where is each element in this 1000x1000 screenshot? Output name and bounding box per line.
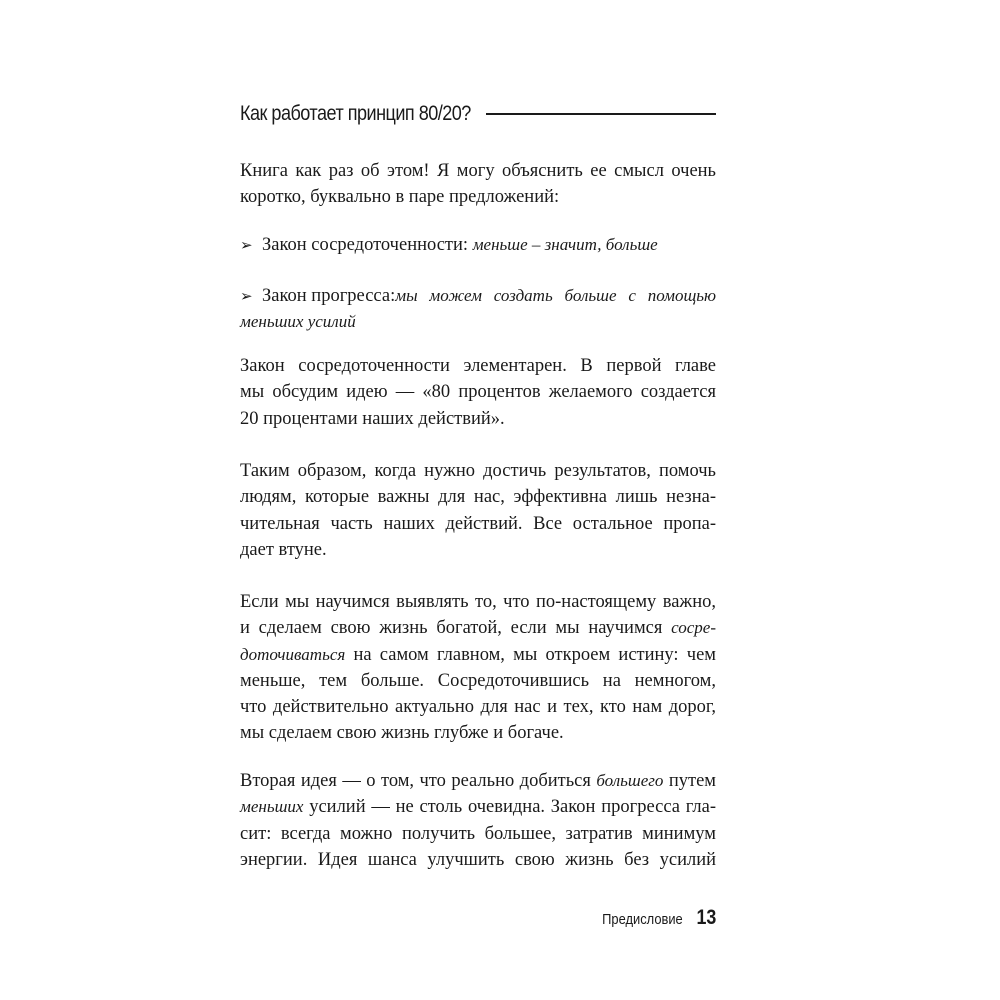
bullet-italic: мы можем создать больше с помощью (395, 286, 716, 305)
text-italic: большего (596, 771, 664, 790)
text-line: чительная часть наших действий. Все остальное пропа- (240, 513, 716, 534)
bullet-italic: меньших усилий (240, 312, 356, 332)
text-line: сит: всегда можно получить большее, затратив минимум (240, 823, 716, 844)
paragraph-2 (240, 458, 716, 563)
bullet-label: Закон прогресса: (262, 286, 396, 306)
text-line: людям, которые важны для нас, эффективна лишь незна- (240, 487, 716, 508)
text-line (240, 642, 716, 668)
text-run: усилий — не столь очевидна. Закон прогресса гла- (303, 797, 716, 818)
page-footer (540, 906, 716, 930)
paragraph-1 (240, 353, 716, 432)
bullet-law-of-focus (240, 232, 716, 258)
text-italic: доточиваться (240, 644, 346, 664)
intro-paragraph (240, 158, 716, 211)
text-line: Закон сосредоточенности элементарен. В первой главе (240, 356, 716, 376)
heading-rule (486, 113, 716, 115)
bullet-italic: меньше – значит, больше (472, 235, 658, 254)
text-line: дает втуне. (240, 539, 327, 560)
text-line (240, 794, 716, 820)
text-line: коротко, буквально в паре предложений: (240, 187, 560, 208)
section-heading-row (240, 102, 716, 126)
text-line: Таким образом, когда нужно достичь результатов, помочь (240, 461, 716, 481)
text-line (240, 615, 716, 641)
text-italic: сосре- (671, 618, 716, 638)
section-heading: Как работает принцип 80/20? (240, 102, 471, 125)
text-line: Книга как раз об этом! Я могу объяснить ее смысл очень (240, 161, 716, 181)
running-footer-label: Предисловие (602, 911, 683, 928)
bullet-label: Закон сосредоточенности: (262, 235, 473, 255)
text-line: 20 процентами наших действий». (240, 408, 505, 429)
paragraph-3 (240, 589, 716, 747)
bullet-start (240, 283, 395, 309)
text-line: меньше, тем больше. Сосредоточившись на немногом, (240, 670, 716, 691)
text-line: что действительно актуально для нас и тех, кто нам дорог, (240, 697, 716, 718)
text-run: на самом главном, мы откроем истину: чем (345, 644, 716, 665)
text-line: мы сделаем свою жизнь глубже и богаче. (240, 723, 564, 744)
text-line (240, 768, 716, 794)
text-run: Вторая идея — о том, что реально добиться (240, 771, 597, 791)
text-line: мы обсудим идею — «80 процентов желаемого создается (240, 382, 716, 403)
bullet-law-of-progress (240, 283, 716, 336)
text-line: Если мы научимся выявлять то, что по-настоящему важно, (240, 592, 716, 612)
arrow-bullet-icon: ➢ (240, 287, 253, 305)
bullet-line (240, 283, 716, 309)
arrow-bullet-icon: ➢ (240, 236, 253, 254)
paragraph-4 (240, 768, 716, 873)
page-number: 13 (696, 906, 716, 929)
text-italic: меньших (240, 797, 304, 817)
text-run: путем (663, 771, 717, 791)
text-line: энергии. Идея шанса улучшить свою жизнь без усилий (240, 849, 716, 870)
text-run: и сделаем свою жизнь богатой, если мы научимся (240, 618, 672, 639)
